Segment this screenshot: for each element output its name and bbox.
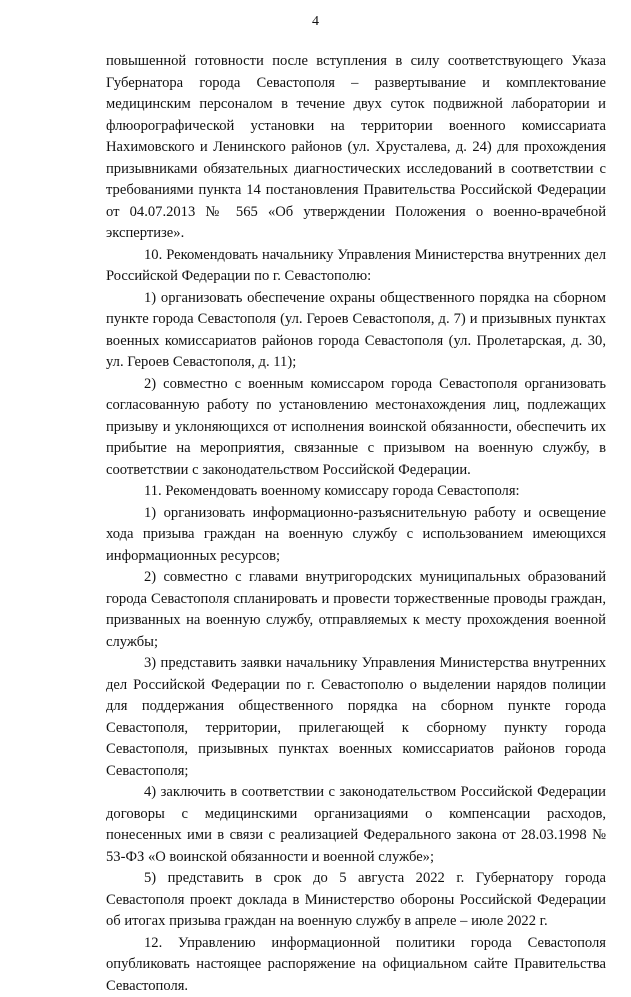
paragraph-item-11-2: 2) совместно с главами внутригородских муниципальных образований города Севастополя спланировать и провести торжественные проводы граждан, призванных на военную службу, отправляемых к месту прохождения военной службы; — [106, 567, 606, 653]
page-number: 4 — [0, 14, 631, 30]
paragraph-item-11-5: 5) представить в срок до 5 августа 2022 г. Губернатору города Севастополя проект доклада в Министерство обороны Российской Федерации об итогах призыва граждан на военную службу в апреле – июле 2022 г. — [106, 868, 606, 933]
paragraph-item-12: 12. Управлению информационной политики города Севастополя опубликовать настоящее распоряжение на официальном сайте Правительства Севастополя. — [106, 933, 606, 997]
paragraph-item-11-3: 3) представить заявки начальнику Управления Министерства внутренних дел Российской Федерации по г. Севастополю о выделении нарядов полиции для поддержания общественного порядка на сборном пункте города Севастополя, территории, прилегающей к сборному пункту города Севастополя, призывных пунктах военных комиссариатов районов города Севастополя; — [106, 653, 606, 782]
paragraph-item-10: 10. Рекомендовать начальнику Управления Министерства внутренних дел Российской Федерации по г. Севастополю: — [106, 245, 606, 288]
document-body — [106, 51, 606, 997]
paragraph-item-11-4: 4) заключить в соответствии с законодательством Российской Федерации договоры с медицинскими организациями о компенсации расходов, понесенных ими в связи с реализацией Федерального закона от 28.03.1998 № 53-ФЗ «О воинской обязанности и военной службе»; — [106, 782, 606, 868]
paragraph-continuation: повышенной готовности после вступления в силу соответствующего Указа Губернатора города Севастополя – развертывание и комплектование медицинским персоналом в течение двух суток подвижной лаборатории и флюорографической установки на территории военного комиссариата Нахимовского и Ленинского районов (ул. Хрусталева, д. 24) для прохождения призывниками обязательных диагностических исследований в соответствии с требованиями пункта 14 постановления Правительства Российской Федерации от 04.07.2013 № 565 «Об утверждении Положения о военно-врачебной экспертизе». — [106, 51, 606, 245]
paragraph-item-11-1: 1) организовать информационно-разъяснительную работу и освещение хода призыва граждан на военную службу с использованием имеющихся информационных ресурсов; — [106, 503, 606, 568]
paragraph-item-11: 11. Рекомендовать военному комиссару города Севастополя: — [106, 481, 606, 503]
paragraph-item-10-2: 2) совместно с военным комиссаром города Севастополя организовать согласованную работу по установлению местонахождения лиц, подлежащих призыву и уклоняющихся от исполнения воинской обязанности, обеспечить их прибытие на мероприятия, связанные с призывом на военную службу, в соответствии с законодательством Российской Федерации. — [106, 374, 606, 482]
paragraph-item-10-1: 1) организовать обеспечение охраны общественного порядка на сборном пункте города Севастополя (ул. Героев Севастополя, д. 7) и призывных пунктах военных комиссариатов районов города Севастополя (ул. Пролетарская, д. 30, ул. Героев Севастополя, д. 11); — [106, 288, 606, 374]
